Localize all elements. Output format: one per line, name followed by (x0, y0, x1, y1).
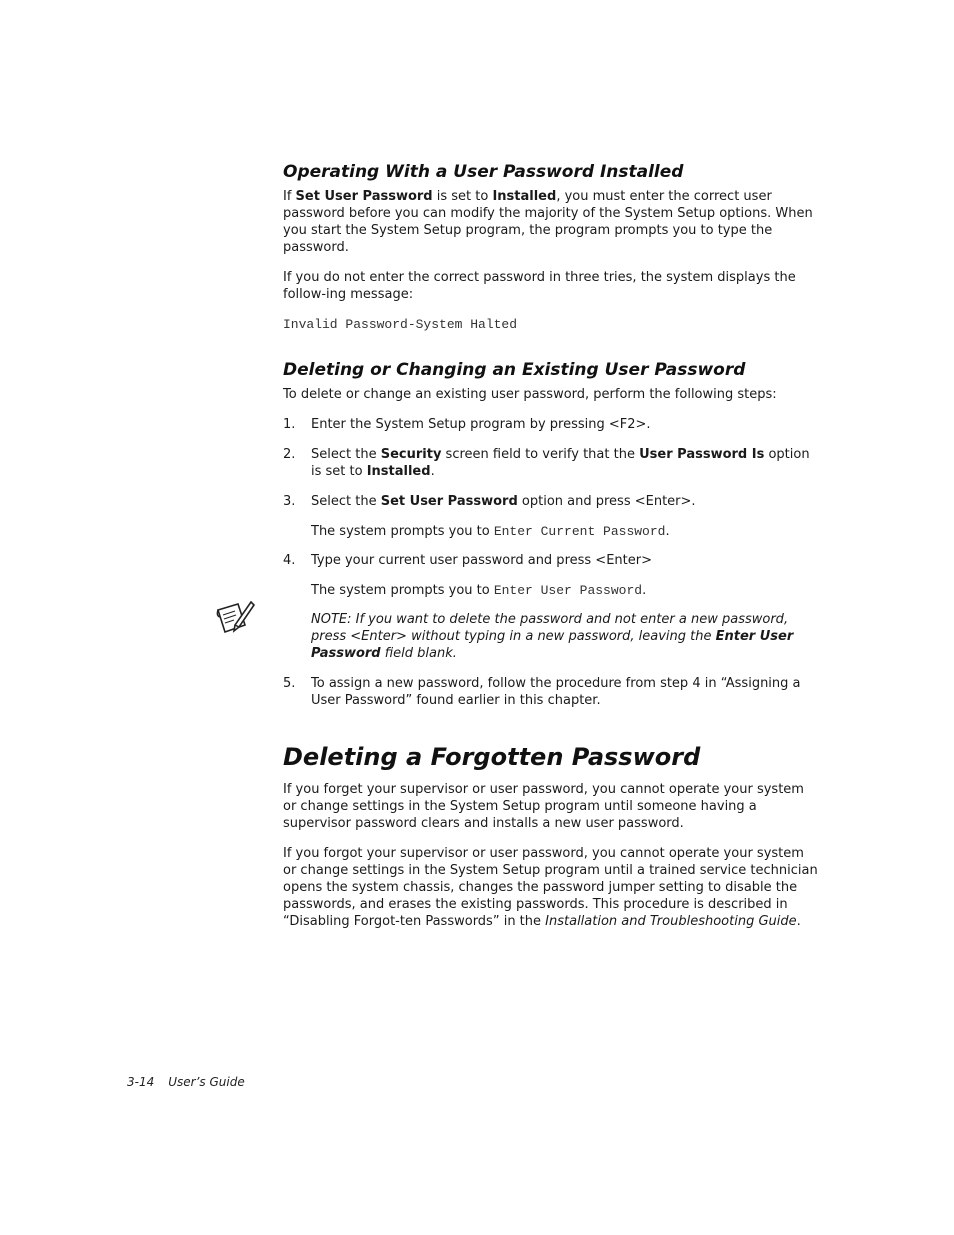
step-result: The system prompts you to Enter Current Password. (311, 524, 670, 539)
section-heading-operating: Operating With a User Password Installed (283, 162, 684, 182)
paragraph: If you do not enter the correct password in three tries, the system displays the follow-ing message: (283, 270, 796, 302)
list-item: 3. Select the Set User Password option and press <Enter>. (283, 494, 696, 509)
section-heading-forgotten: Deleting a Forgotten Password (283, 743, 701, 771)
document-title: User’s Guide (168, 1075, 245, 1089)
paragraph: If you forget your supervisor or user password, you cannot operate your system or change settings in the System Setup program until someone having a supervisor password clears and installs a new user password. (283, 782, 804, 831)
list-item: 2. Select the Security screen field to verify that the User Password Is option is set to Installed. (283, 447, 810, 479)
note-pencil-icon (215, 600, 255, 636)
paragraph: If Set User Password is set to Installed, you must enter the correct user password before you can modify the majority of the System Setup options. When you start the System Setup program, the program prompts you to type the password. (283, 189, 813, 255)
list-item: 4. Type your current user password and press <Enter> (283, 553, 652, 568)
list-item: 5. To assign a new password, follow the procedure from step 4 in “Assigning a User Password” found earlier in this chapter. (283, 676, 801, 708)
section-heading-deleting-changing: Deleting or Changing an Existing User Password (283, 360, 746, 380)
paragraph: If you forgot your supervisor or user password, you cannot operate your system or change settings in the System Setup program until a trained service technician opens the system chassis, changes the password jumper setting to disable the passwords, and erases the existing passwords. This procedure is described in “Disabling Forgot-ten Passwords” in the Installation and Troubleshooting Guide. (283, 846, 818, 929)
page-content (283, 162, 818, 930)
step-result: The system prompts you to Enter User Password. (311, 583, 647, 598)
error-message: Invalid Password-System Halted (283, 317, 518, 332)
list-item: 1. Enter the System Setup program by pressing <F2>. (283, 417, 651, 432)
page-number: 3-14 (127, 1075, 155, 1089)
page-footer (127, 1075, 259, 1089)
paragraph: To delete or change an existing user password, perform the following steps: (283, 387, 777, 402)
note-text: NOTE: If you want to delete the password and not enter a new password, press <Enter> without typing in a new password, leaving the Enter User Password field blank. (311, 612, 794, 661)
